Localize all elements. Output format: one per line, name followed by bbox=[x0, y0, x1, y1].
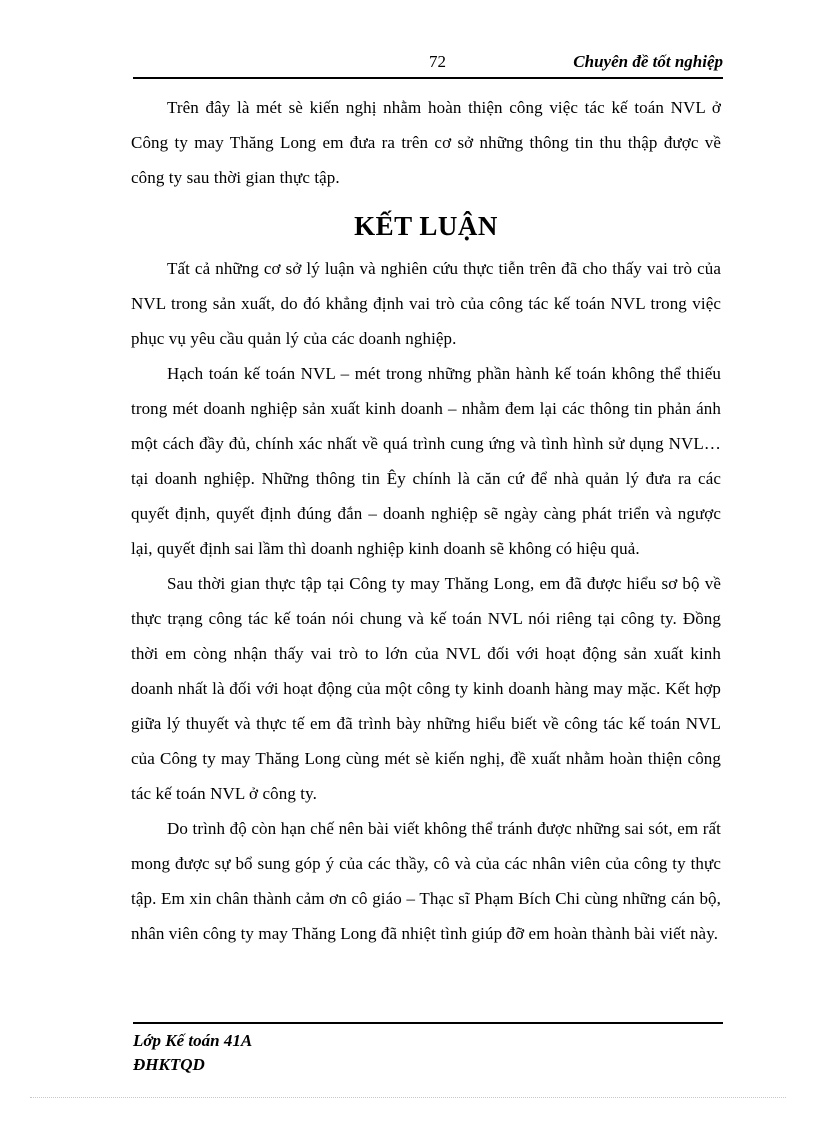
footer-divider bbox=[133, 1022, 723, 1024]
section-heading: KẾT LUẬN bbox=[354, 211, 498, 241]
paragraph-4: Do trình độ còn hạn chế nên bài viết không thể tránh được những sai sót, em rất mong được sự bổ sung góp ý của các thầy, cô và của các nhân viên của công ty thực tập. Em xin chân thành cảm ơn cô giáo – Thạc sĩ Phạm Bích Chi cùng những cán bộ, nhân viên công ty may Thăng Long đã nhiệt tình giúp đỡ em hoàn thành bài viết này. bbox=[131, 819, 721, 943]
footer-class-name: Lớp Kế toán 41A bbox=[133, 1031, 253, 1050]
intro-paragraph: Trên đây là mét sè kiến nghị nhằm hoàn thiện công việc tác kế toán NVL ở Công ty may Thăng Long em đưa ra trên cơ sở những thông tin thu thập được về công ty sau thời gian thực tập. bbox=[131, 98, 721, 187]
document-body bbox=[131, 90, 721, 951]
page-footer bbox=[133, 1029, 533, 1077]
page-edge-divider bbox=[30, 1097, 786, 1098]
header-divider bbox=[133, 77, 723, 79]
footer-school: ĐHKTQD bbox=[133, 1055, 205, 1074]
page-header bbox=[133, 50, 723, 78]
paragraph-1: Tất cả những cơ sở lý luận và nghiên cứu thực tiễn trên đã cho thấy vai trò của NVL trong sản xuất, do đó khẳng định vai trò của công tác kế toán NVL trong việc phục vụ yêu cầu quản lý của các doanh nghiệp. bbox=[131, 259, 721, 348]
page-number: 72 bbox=[429, 52, 446, 71]
header-title: Chuyên đề tốt nghiệp bbox=[573, 52, 723, 71]
paragraph-2: Hạch toán kế toán NVL – mét trong những phần hành kế toán không thể thiếu trong mét doanh nghiệp sản xuất kinh doanh – nhằm đem lại các thông tin phản ánh một cách đầy đủ, chính xác nhất về quá trình cung ứng và tình hình sử dụng NVL… tại doanh nghiệp. Những thông tin Êy chính là căn cứ để nhà quản lý đưa ra các quyết định, quyết định đúng đắn – doanh nghiệp sẽ ngày càng phát triển và ngược lại, quyết định sai lầm thì doanh nghiệp kinh doanh sẽ không có hiệu quả. bbox=[131, 364, 721, 558]
paragraph-3: Sau thời gian thực tập tại Công ty may Thăng Long, em đã được hiểu sơ bộ về thực trạng công tác kế toán nói chung và kế toán NVL nói riêng tại công ty. Đồng thời em còng nhận thấy vai trò to lớn của NVL đối với hoạt động sản xuất kinh doanh nhất là đối với hoạt động của một công ty kinh doanh hàng may mặc. Kết hợp giữa lý thuyết và thực tế em đã trình bày những hiểu biết về công tác kế toán NVL của Công ty may Thăng Long cùng mét sè kiến nghị, đề xuất nhằm hoàn thiện công tác kế toán NVL ở công ty. bbox=[131, 574, 721, 803]
